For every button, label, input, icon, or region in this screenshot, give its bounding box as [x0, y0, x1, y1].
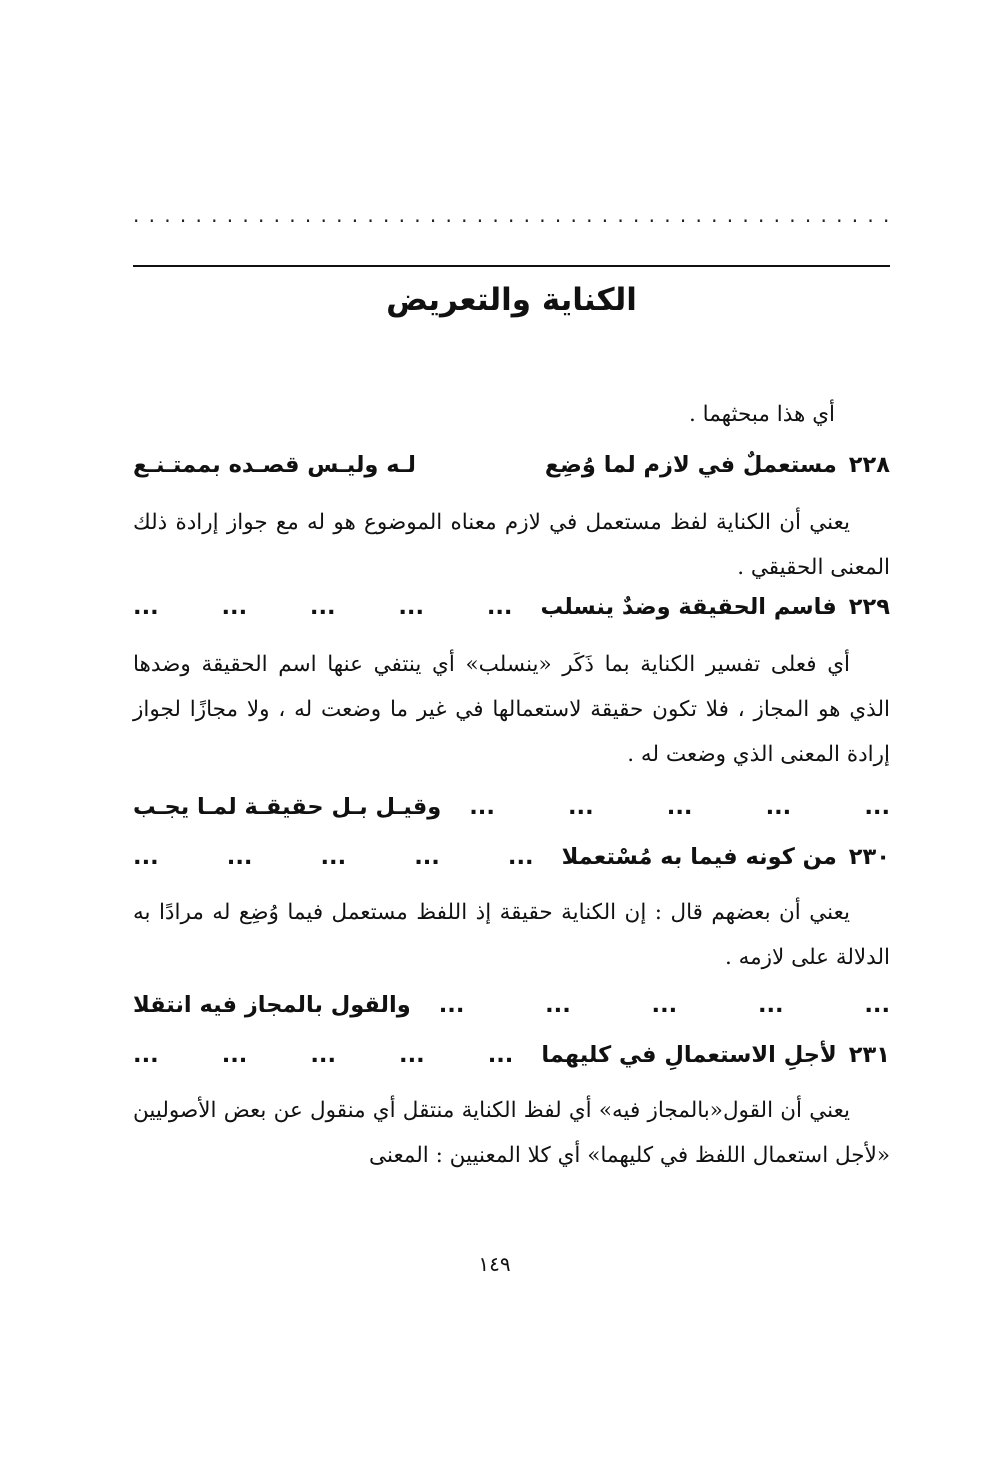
ellipsis: ... [398, 594, 425, 620]
ellipsis: ... [133, 844, 159, 870]
separator-dot: . [414, 203, 421, 227]
separator-dot: . [429, 203, 437, 227]
separator-dot: . [586, 203, 593, 227]
separator-dot: . [758, 203, 765, 227]
separator-dot: . [383, 203, 390, 227]
separator-dot: . [648, 203, 655, 227]
ellipsis: ... [226, 844, 253, 870]
ellipsis: ... [507, 844, 534, 870]
ellipsis: ... [221, 1042, 248, 1068]
header-rule [133, 265, 890, 267]
ellipsis: ... [399, 1042, 425, 1068]
dotted-separator [133, 200, 890, 230]
separator-dot: . [742, 203, 749, 227]
separator-dot: . [601, 203, 609, 227]
separator-dot: . [883, 203, 890, 227]
verse-229-second [133, 786, 890, 828]
commentary-230 [133, 890, 890, 980]
separator-dot: . [320, 203, 327, 227]
separator-dot: . [679, 203, 687, 227]
separator-dot: . [492, 203, 499, 227]
separator-dot: . [304, 203, 312, 227]
page-number: ١٤٩ [478, 1252, 511, 1276]
separator-dot: . [773, 203, 780, 227]
verse-number: ٢٣٠ [848, 844, 890, 870]
verse-second-hemistich: والقول بالمجاز فيه انتقلا [133, 992, 411, 1018]
separator-dot: . [789, 203, 796, 227]
ellipsis: ... [568, 794, 594, 820]
separator-dot: . [258, 203, 265, 227]
separator-dot: . [523, 203, 530, 227]
ellipsis: ... [666, 794, 693, 820]
separator-dot: . [367, 203, 374, 227]
intro-block [133, 392, 890, 437]
separator-dot: . [164, 203, 171, 227]
ellipsis: ... [309, 594, 336, 620]
separator-dot: . [211, 203, 218, 227]
verse-230 [133, 836, 890, 878]
separator-dot: . [398, 203, 405, 227]
commentary-text: يعني أن الكناية لفظ مستعمل في لازم معناه الموضوع هو له مع جواز إرادة ذلك المعنى الحقيقي . [133, 510, 890, 580]
separator-dot: . [851, 203, 859, 227]
verse-first-hemistich: من كونه فيما به مُسْتعملا [561, 844, 837, 870]
ellipsis: ... [469, 794, 495, 820]
ellipsis: ... [651, 992, 678, 1018]
separator-dot: . [242, 203, 249, 227]
ellipsis: ... [414, 844, 440, 870]
verse-first-hemistich: مستعملٌ في لازم لما وُضِع [544, 452, 837, 478]
ellipsis: ... [133, 594, 159, 620]
verse-number: ٢٢٨ [848, 452, 890, 478]
separator-dot: . [133, 203, 140, 227]
ellipsis: ... [765, 794, 792, 820]
separator-dot: . [804, 203, 812, 227]
commentary-229 [133, 642, 890, 777]
separator-dot: . [148, 203, 155, 227]
intro-text: أي هذا مبحثهما . [689, 402, 835, 427]
separator-dot: . [508, 203, 515, 227]
ellipsis: ... [486, 594, 513, 620]
separator-dot: . [820, 203, 827, 227]
verse-number: ٢٣١ [848, 1042, 890, 1068]
separator-dot: . [539, 203, 546, 227]
verse-228 [133, 444, 890, 486]
ellipsis: ... [133, 1042, 159, 1068]
verse-second-hemistich: وقيـل بـل حقيقـة لمـا يجـب [133, 794, 442, 820]
separator-dot: . [711, 203, 718, 227]
separator-dot: . [570, 203, 577, 227]
ellipsis: ... [438, 992, 465, 1018]
separator-dot: . [617, 203, 624, 227]
commentary-text: يعني أن القول«بالمجاز فيه» أي لفظ الكناية منتقل أي منقول عن بعض الأصوليين «لأجل استعمال اللفظ في كليهما» أي كلا المعنيين : المعنى [133, 1098, 890, 1168]
verse-230-second [133, 984, 890, 1026]
verse-first-hemistich: فاسم الحقيقة وضدٌ ينسلب [540, 594, 837, 620]
verse-first-hemistich: لأجلِ الاستعمالِ في كليهما [541, 1042, 837, 1068]
ellipsis: ... [221, 594, 248, 620]
verse-229 [133, 586, 890, 628]
verse-231 [133, 1034, 890, 1076]
ellipsis: ... [864, 794, 890, 820]
separator-dot: . [664, 203, 671, 227]
separator-dot: . [179, 203, 187, 227]
separator-dot: . [836, 203, 843, 227]
ellipsis: ... [864, 992, 890, 1018]
separator-dot: . [289, 203, 296, 227]
ellipsis: ... [487, 1042, 514, 1068]
separator-dot: . [226, 203, 234, 227]
ellipsis: ... [757, 992, 784, 1018]
separator-dot: . [445, 203, 452, 227]
separator-dot: . [273, 203, 280, 227]
separator-dot: . [695, 203, 702, 227]
section-title: الكناية والتعريض [386, 282, 637, 318]
separator-dot: . [633, 203, 640, 227]
commentary-228 [133, 500, 890, 590]
commentary-text: يعني أن بعضهم قال : إن الكناية حقيقة إذ اللفظ مستعمل فيما وُضِع له مرادًا به الدلالة على لازمه . [133, 900, 890, 970]
verse-second-hemistich: لـه وليـس قصـده بممتـنـع [133, 452, 417, 478]
ellipsis: ... [545, 992, 571, 1018]
ellipsis: ... [310, 1042, 337, 1068]
separator-dot: . [867, 203, 874, 227]
separator-dot: . [351, 203, 359, 227]
separator-dot: . [476, 203, 484, 227]
commentary-text: أي فعلى تفسير الكناية بما ذَكَر «ينسلب» أي ينتفي عنها اسم الحقيقة وضدها الذي هو المجاز ، فلا تكون حقيقة لاستعمالها في غير ما وضعت له ، ولا مجازًا لجواز إرادة المعنى الذي وضعت له . [133, 652, 890, 767]
separator-dot: . [461, 203, 468, 227]
separator-dot: . [554, 203, 562, 227]
separator-dot: . [195, 203, 202, 227]
commentary-231 [133, 1088, 890, 1178]
separator-dot: . [336, 203, 343, 227]
ellipsis: ... [320, 844, 347, 870]
verse-number: ٢٢٩ [848, 594, 890, 620]
separator-dot: . [726, 203, 734, 227]
